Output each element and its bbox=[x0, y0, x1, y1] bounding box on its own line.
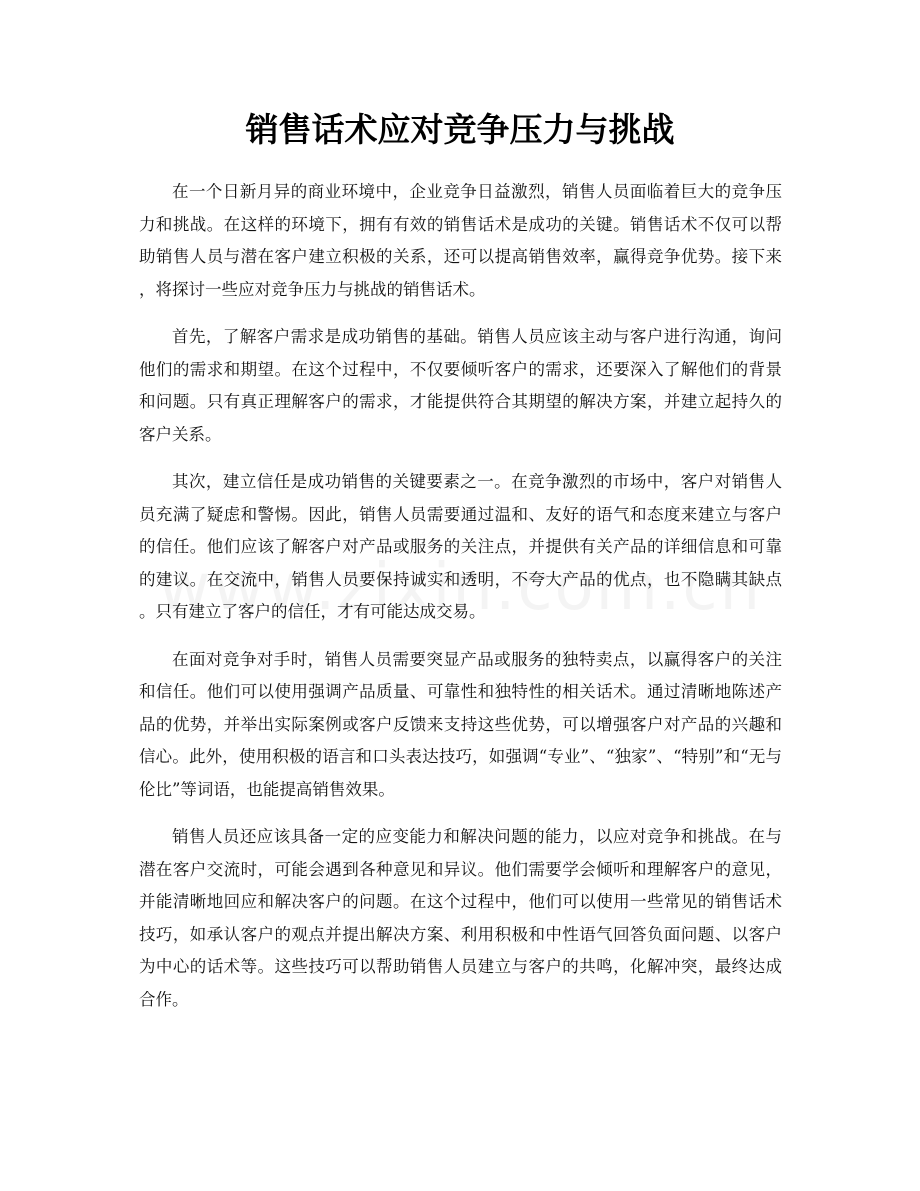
document-title: 销售话术应对竞争压力与挑战 bbox=[245, 110, 675, 149]
paragraph-1: 在一个日新月异的商业环境中，企业竞争日益激烈，销售人员面临着巨大的竞争压力和挑战。在这样的环境下，拥有有效的销售话术是成功的关键。销售话术不仅可以帮助销售人员与潜在客户建立积极的关系，还可以提高销售效率，赢得竞争优势。接下来，将探讨一些应对竞争压力与挑战的销售话术。 bbox=[139, 182, 782, 299]
paragraph-3: 其次，建立信任是成功销售的关键要素之一。在竞争激烈的市场中，客户对销售人员充满了疑虑和警惕。因此，销售人员需要通过温和、友好的语气和态度来建立与客户的信任。他们应该了解客户对产品或服务的关注点，并提供有关产品的详细信息和可靠的建议。在交流中，销售人员要保持诚实和透明，不夸大产品的优点，也不隐瞒其缺点。只有建立了客户的信任，才有可能达成交易。 bbox=[139, 472, 782, 621]
paragraph-4: 在面对竞争对手时，销售人员需要突显产品或服务的独特卖点，以赢得客户的关注和信任。他们可以使用强调产品质量、可靠性和独特性的相关话术。通过清晰地陈述产品的优势，并举出实际案例或客户反馈来支持这些优势，可以增强客户对产品的兴趣和信心。此外，使用积极的语言和口头表达技巧，如强调“专业”、“独家”、“特别”和“无与伦比”等词语，也能提高销售效果。 bbox=[139, 649, 782, 799]
paragraph-5: 销售人员还应该具备一定的应变能力和解决问题的能力，以应对竞争和挑战。在与潜在客户交流时，可能会遇到各种意见和异议。他们需要学会倾听和理解客户的意见，并能清晰地回应和解决客户的问题。在这个过程中，他们可以使用一些常见的销售话术技巧，如承认客户的观点并提出解决方案、利用积极和中性语气回答负面问题、以客户为中心的话术等。这些技巧可以帮助销售人员建立与客户的共鸣，化解冲突，最终达成合作。 bbox=[139, 827, 782, 1009]
paragraph-2: 首先，了解客户需求是成功销售的基础。销售人员应该主动与客户进行沟通，询问他们的需求和期望。在这个过程中，不仅要倾听客户的需求，还要深入了解他们的背景和问题。只有真正理解客户的需求，才能提供符合其期望的解决方案，并建立起持久的客户关系。 bbox=[139, 327, 782, 444]
document-body bbox=[139, 176, 782, 1031]
